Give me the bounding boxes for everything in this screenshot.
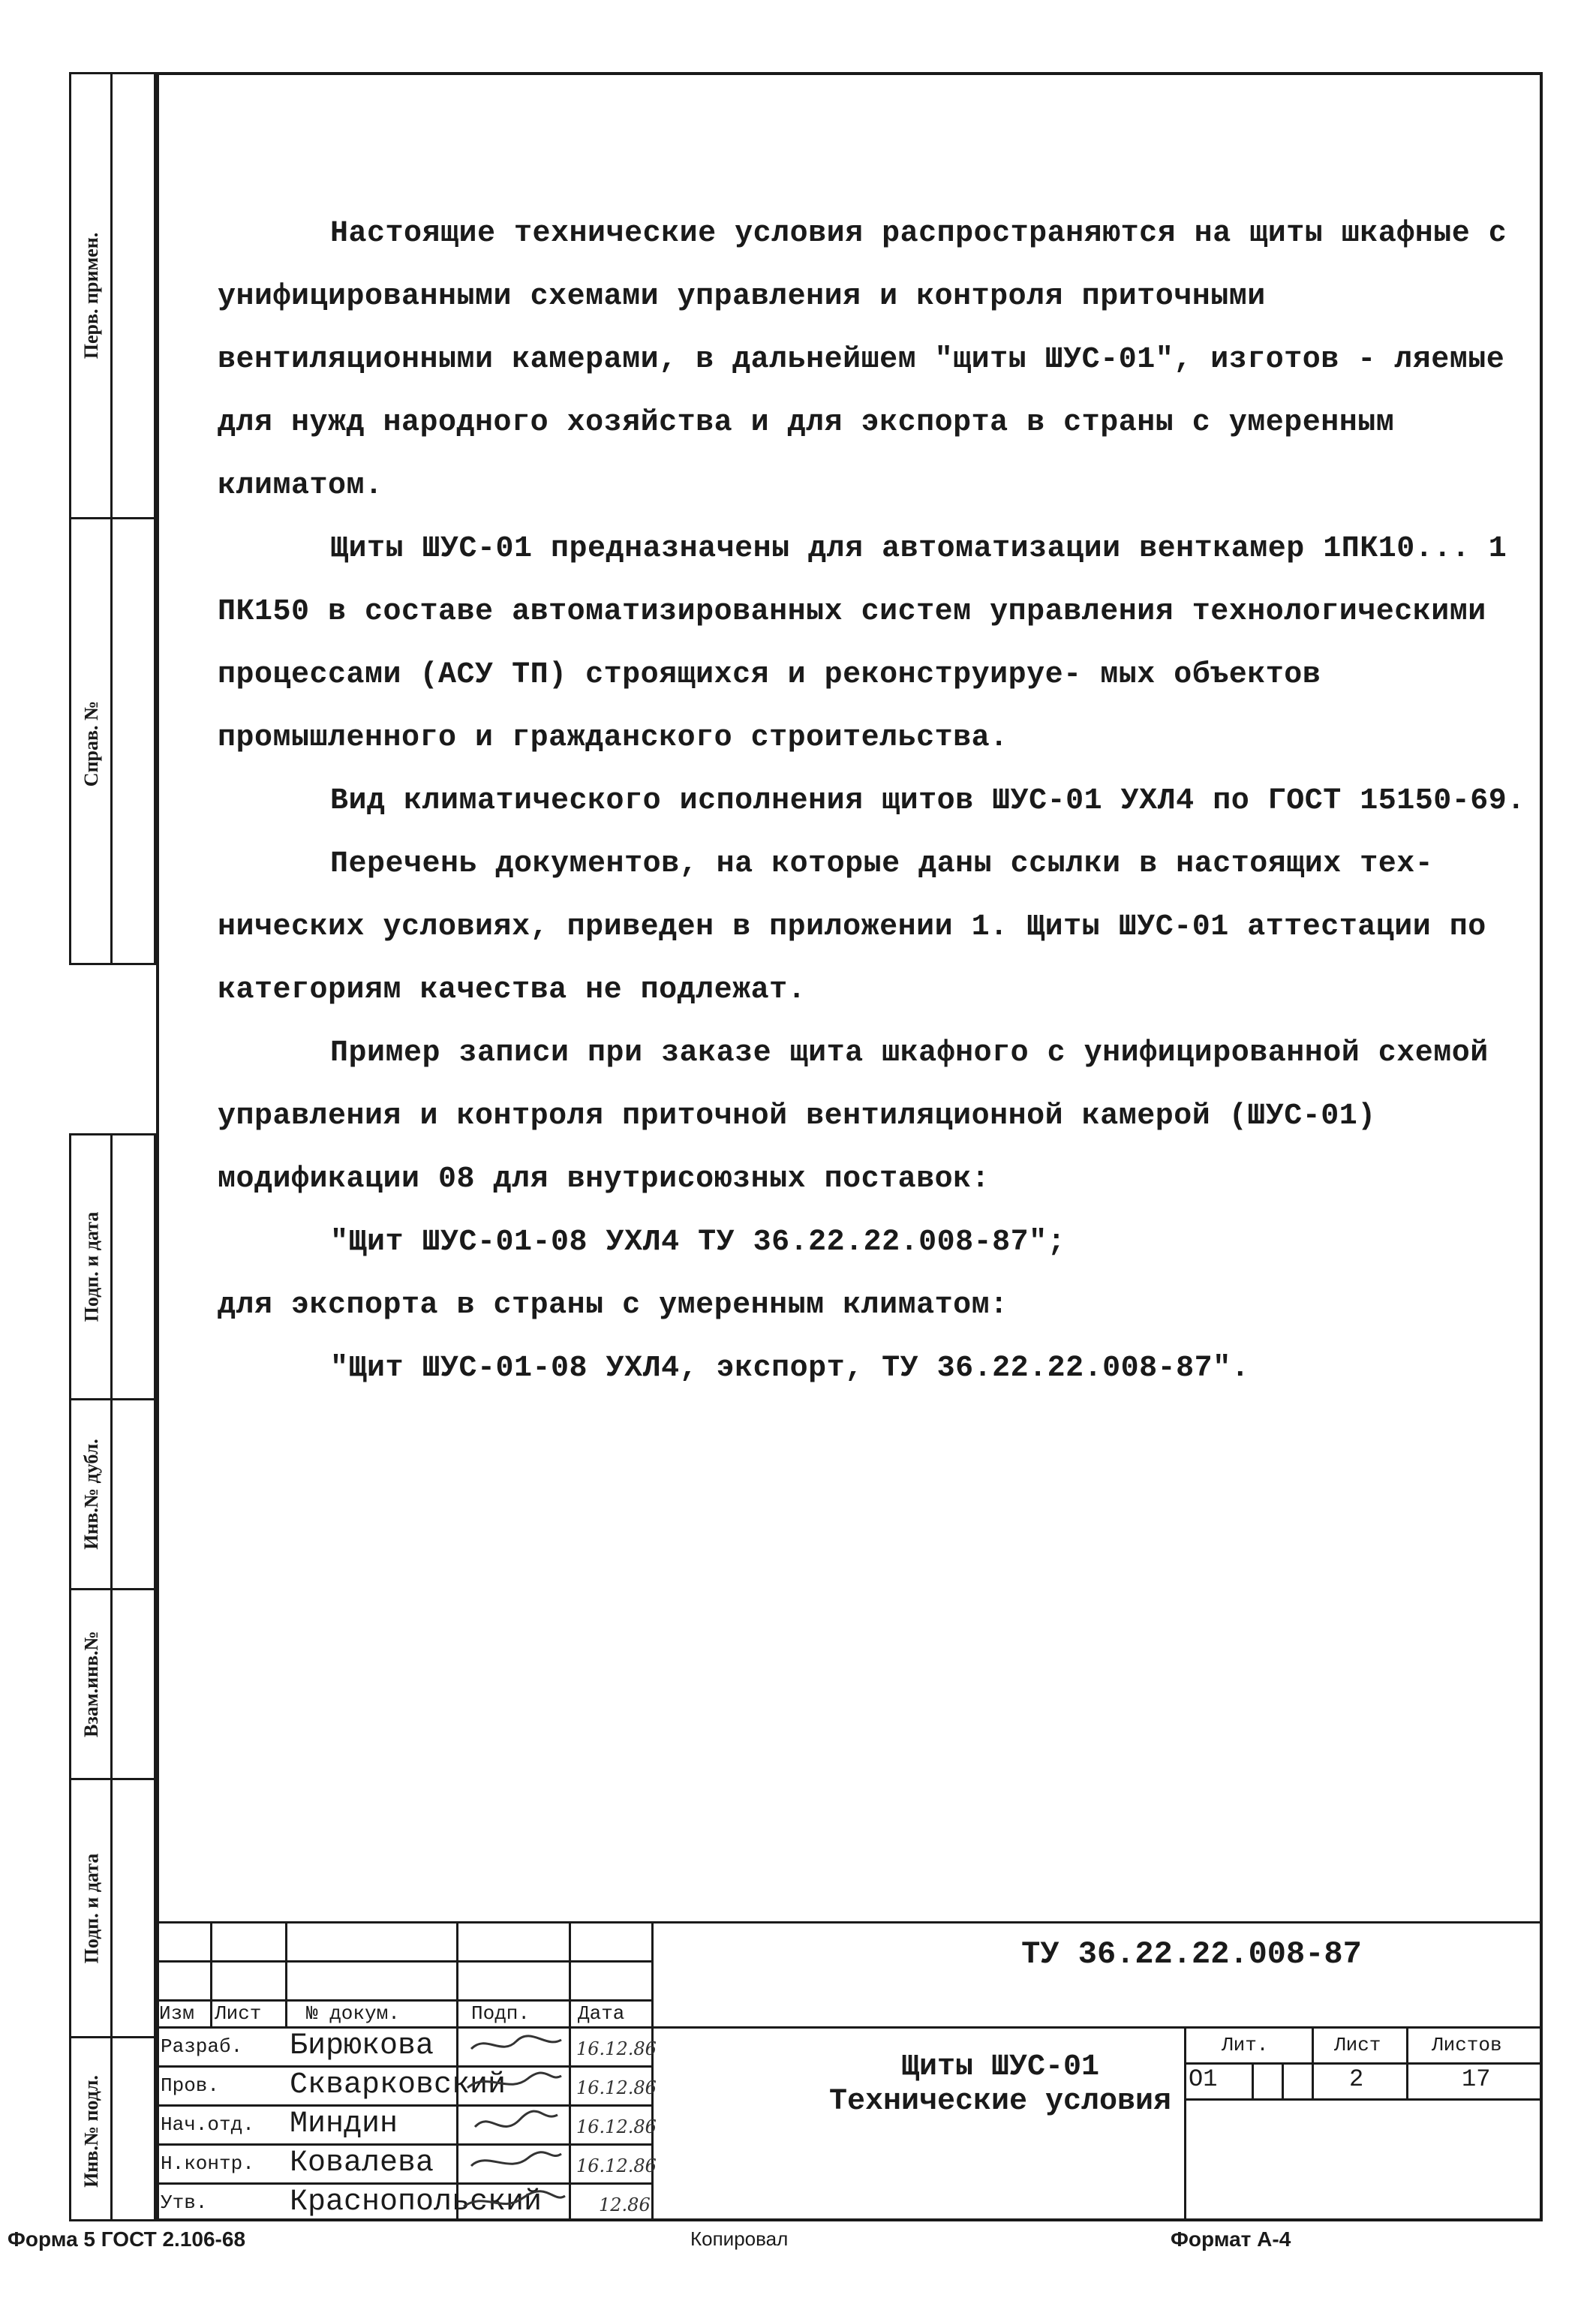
document-code: ТУ 36.22.22.008-87: [1021, 1936, 1362, 1972]
side-label-podp-data-1: Подп. и дата: [80, 1211, 102, 1322]
footer-copied: Копировал: [690, 2227, 789, 2250]
paragraph-climate: Вид климатического исполнения щитов ШУС-01 УХЛ4 по ГОСТ 15150-69.: [330, 784, 1525, 818]
value-listov: 17: [1462, 2065, 1491, 2093]
document-title-line2: Технические условия: [828, 2085, 1172, 2119]
signatures-image: [456, 2026, 569, 2221]
side-label-podp-data-2: Подп. и дата: [80, 1853, 102, 1963]
label-listov: Листов: [1432, 2034, 1502, 2056]
paragraph-scope: Настоящие технические условия распространяются на щиты шкафные с унифицированными схемами управления и контроля приточными вентиляционными камерами, в дальнейшем "щиты ШУС-01", изготов - ляемые для нужд народного хозяйства и для экспорта в страны с умеренным климатом.: [218, 217, 1507, 503]
header-izm: Изм: [159, 2002, 194, 2025]
date-prov: 16.12.86: [576, 2077, 657, 2098]
header-list: Лист: [215, 2002, 262, 2025]
role-nach-otd: Нач.отд.: [161, 2113, 254, 2136]
paragraph-purpose: Щиты ШУС-01 предназначены для автоматизации венткамер 1ПК10... 1 ПК150 в составе автоматизированных систем управления технологическими процессами (АСУ ТП) строящихся и реконструируе- мых объектов промышленного и гражданского строительства.: [218, 532, 1507, 755]
role-razrab: Разраб.: [161, 2035, 243, 2058]
value-list: 2: [1349, 2065, 1364, 2093]
side-label-sprav-no: Справ. №: [80, 700, 103, 787]
footer-form: Форма 5 ГОСТ 2.106-68: [8, 2227, 246, 2251]
header-podp: Подп.: [471, 2002, 530, 2025]
document-title-line1: Щиты ШУС-01: [900, 2050, 1100, 2084]
name-nach-otd: Миндин: [290, 2107, 398, 2141]
date-nach-otd: 16.12.86: [576, 2116, 657, 2137]
header-n-dokum: № докум.: [306, 2002, 400, 2025]
name-razrab: Бирюкова: [290, 2029, 434, 2063]
role-prov: Пров.: [161, 2074, 220, 2097]
label-lit: Лит.: [1222, 2034, 1269, 2056]
value-lit: О1: [1189, 2065, 1218, 2093]
name-utv: Краснопольский: [290, 2185, 543, 2219]
side-label-inv-podl: Инв.№ подл.: [80, 2074, 102, 2188]
paragraph-order-example: Пример записи при заказе щита шкафного с унифицированной схемой управления и контроля приточной вентиляционной камерой (ШУС-01) модификации 08 для внутрисоюзных поставок:: [218, 1036, 1489, 1196]
footer-format: Формат А-4: [1171, 2227, 1291, 2251]
side-strip-bottom: [69, 1133, 156, 2221]
name-prov: Скварковский: [290, 2068, 506, 2102]
date-utv: 12.86: [599, 2194, 651, 2215]
document-body: [218, 203, 1538, 1400]
date-n-kontr: 16.12.86: [576, 2155, 657, 2176]
role-utv: Утв.: [161, 2191, 208, 2214]
side-strip-top: [69, 72, 156, 965]
paragraph-references: Перечень документов, на которые даны ссылки в настоящих тех- нических условиях, приведен в приложении 1. Щиты ШУС-01 аттестации по категориям качества не подлежат.: [218, 847, 1486, 1007]
paragraph-export: для экспорта в страны с умеренным климатом:: [218, 1289, 1008, 1322]
document-title: [816, 2050, 1184, 2119]
order-example-export: "Щит ШУС-01-08 УХЛ4, экспорт, ТУ 36.22.22.008-87".: [330, 1352, 1250, 1385]
date-razrab: 16.12.86: [576, 2038, 657, 2059]
title-block: [156, 1921, 1543, 2221]
side-label-perv-primen: Перв. примен.: [80, 232, 103, 359]
name-n-kontr: Ковалева: [290, 2146, 434, 2180]
side-label-inv-dubl: Инв.№ дубл.: [80, 1439, 102, 1550]
header-data: Дата: [578, 2002, 625, 2025]
side-label-vzam-inv: Взам.инв.№: [80, 1631, 103, 1737]
order-example-domestic: "Щит ШУС-01-08 УХЛ4 ТУ 36.22.22.008-87";: [330, 1226, 1066, 1259]
label-list: Лист: [1334, 2034, 1381, 2056]
role-n-kontr: Н.контр.: [161, 2152, 254, 2175]
